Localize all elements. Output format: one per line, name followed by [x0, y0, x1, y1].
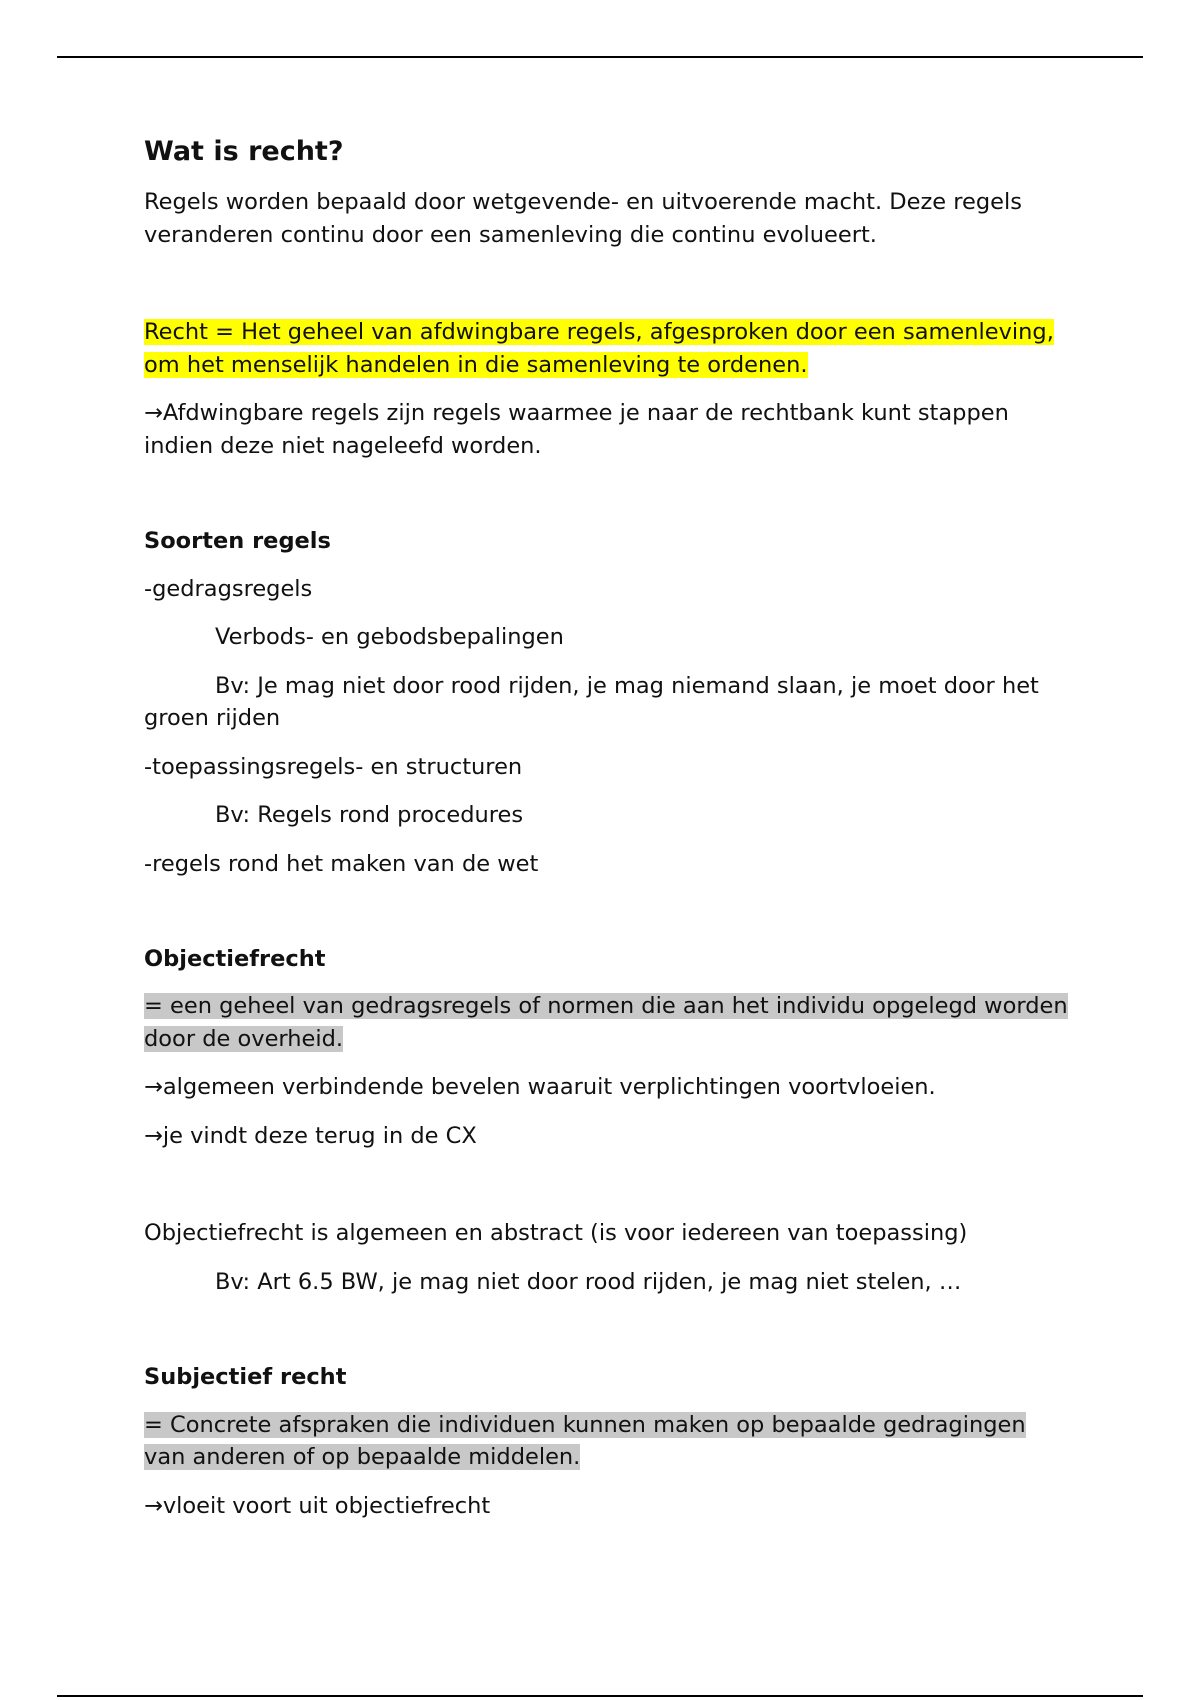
heading-objectiefrecht: Objectiefrecht: [144, 946, 326, 973]
heading-soorten-regels: Soorten regels: [144, 528, 331, 555]
list-subitem-example: Bv: Je mag niet door rood rijden, je mag niemand slaan, je moet door het groen rijden: [144, 672, 1039, 732]
recht-definition: [144, 316, 1074, 381]
list-subitem-verbods: Verbods- en gebodsbepalingen: [215, 624, 564, 651]
document-page: [144, 136, 1074, 1538]
highlighted-definition: Recht = Het geheel van afdwingbare regels, afgesproken door een samenleving, om het menselijk handelen in die samenleving te ordenen.: [144, 319, 1054, 378]
objectiefrecht-point-1: →algemeen verbindende bevelen waaruit verplichtingen voortvloeien.: [144, 1074, 936, 1101]
intro-paragraph: Regels worden bepaald door wetgevende- en uitvoerende macht. Deze regels veranderen continu door een samenleving die continu evolueert.: [144, 189, 1022, 248]
subjectief-point-1: →vloeit voort uit objectiefrecht: [144, 1492, 491, 1519]
spacer: [144, 1168, 1074, 1217]
spacer: [144, 896, 1074, 945]
afdwingbare-note: →Afdwingbare regels zijn regels waarmee je naar de rechtbank kunt stappen indien deze niet nageleefd worden.: [144, 400, 1009, 459]
page-top-rule: [57, 56, 1143, 58]
highlighted-definition: = een geheel van gedragsregels of normen die aan het individu opgelegd worden door de overheid.: [144, 993, 1068, 1052]
list-subitem-procedures: Bv: Regels rond procedures: [215, 802, 524, 829]
subjectief-definition: [144, 1409, 1074, 1474]
objectiefrecht-statement: Objectiefrecht is algemeen en abstract (is voor iedereen van toepassing): [144, 1220, 968, 1247]
heading-wat-is-recht: Wat is recht?: [144, 136, 344, 167]
spacer: [144, 1314, 1074, 1363]
spacer: [144, 478, 1074, 527]
list-item-toepassingsregels: -toepassingsregels- en structuren: [144, 753, 523, 780]
heading-subjectief-recht: Subjectief recht: [144, 1364, 347, 1391]
objectiefrecht-example: Bv: Art 6.5 BW, je mag niet door rood rijden, je mag niet stelen, …: [215, 1268, 962, 1295]
list-item-gedragsregels: -gedragsregels: [144, 575, 313, 602]
objectiefrecht-definition: [144, 990, 1074, 1055]
objectiefrecht-point-2: →je vindt deze terug in de CX: [144, 1122, 477, 1149]
spacer: [144, 267, 1074, 316]
highlighted-definition: = Concrete afspraken die individuen kunnen maken op bepaalde gedragingen van anderen of op bepaalde middelen.: [144, 1411, 1026, 1471]
list-item-wet: -regels rond het maken van de wet: [144, 850, 539, 877]
page-bottom-rule: [57, 1695, 1143, 1697]
